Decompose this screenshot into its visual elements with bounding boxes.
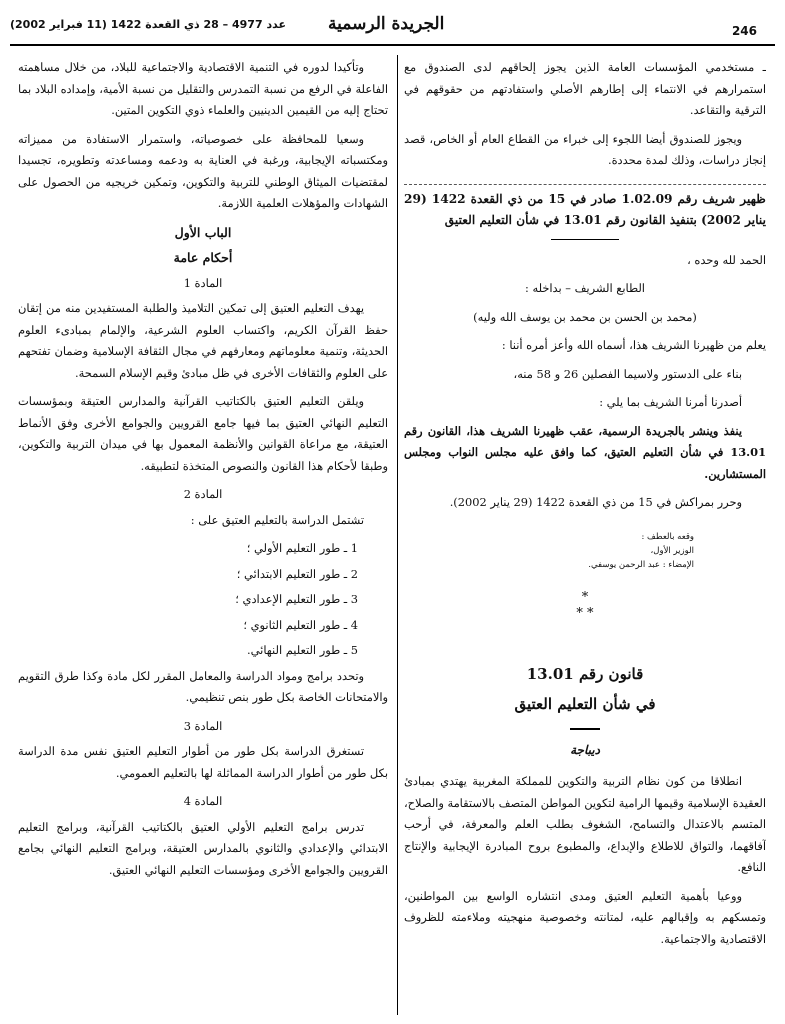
list-item: 5 ـ طور التعليم النهائي.: [247, 643, 358, 657]
law-number: قانون رقم 13.01: [526, 664, 644, 683]
part-title: الباب الأول: [174, 224, 232, 240]
law-title-rule: [570, 728, 600, 730]
list-item: 1 ـ طور التعليم الأولي ؛: [246, 541, 358, 555]
star-top: *: [581, 589, 589, 605]
execute-paragraph: ينفذ وينشر بالجريدة الرسمية، عقب ظهيرنا الشريف هذا، القانون رقم 13.01 في شأن التعليم العتيق، كما وافق عليه مجلس النواب ومجلس المستشارين.: [404, 423, 766, 481]
article-1-paragraph-1: يهدف التعليم العتيق إلى تمكين التلاميذ والطلبة المستفيدين منه من إتقان حفظ القرآن الكريم، واكتساب العلوم الشرعية، والإلمام بمبادىء العلوم الحديثة، وتنمية معلوماتهم ومعارفهم في مجال الثقافة الإسلامية وضمان تفتحهم على العلوم والثقافات الأخرى في ظل مبادئ وقيم الإسلام السمحة.: [18, 301, 388, 380]
praise-line: الحمد لله وحده ،: [687, 252, 766, 267]
law-subject: في شأن التعليم العتيق: [514, 694, 656, 713]
signature-block: [404, 530, 694, 572]
article-4-label: المادة 4: [183, 794, 223, 808]
page-number: 246: [731, 24, 757, 38]
list-item: 2 ـ طور التعليم الابتدائي ؛: [236, 566, 358, 581]
column-divider: [397, 55, 398, 1015]
article-3-paragraph-1: تستغرق الدراسة بكل طور من أطوار التعليم العتيق نفس مدة الدراسة بكل طور من أطوار الدراسة المماثلة لها بالتعليم العمومي.: [18, 744, 388, 780]
prime-minister-label: الوزير الأول،: [650, 545, 694, 556]
preamble-paragraph-4: وسعيا للمحافظة على خصوصياته، واستمرار الاستفادة من مميزاته ومكتسباته الإيجابية، ورغبة في العناية به ودعمه ومساعدته وتطويره، تجسيدا لمقتضيات الميثاق الوطني للتربية والتكوين، وتمكين خريجيه من الحصول على الشهادات والمؤهلات العلمية اللازمة.: [18, 131, 388, 210]
article-1-label: المادة 1: [183, 275, 223, 290]
done-at-line: وحرر بمراكش في 15 من ذي القعدة 1422 (29 يناير 2002).: [449, 495, 742, 509]
part-subtitle: أحكام عامة: [173, 250, 233, 265]
list-item: 4 ـ طور التعليم الثانوي ؛: [243, 617, 358, 632]
header-rule: [10, 44, 775, 46]
announce-line: يعلم من ظهيرنا الشريف هذا، أسماه الله وأعز أمره أننا :: [501, 338, 766, 352]
seal-name: (محمد بن الحسن بن محمد بن يوسف الله وليه): [473, 309, 697, 324]
article-2-label: المادة 2: [183, 487, 223, 501]
preamble-heading: ديباجة: [570, 742, 600, 757]
list-item: 3 ـ طور التعليم الإعدادي ؛: [235, 592, 358, 606]
countersigned-label: وقعه بالعطف :: [641, 531, 694, 542]
dahir-title: ظهير شريف رقم 1.02.09 صادر في 15 من ذي القعدة 1422 (29 يناير 2002) بتنفيذ القانون رقم 13.01 في شأن التعليم العتيق: [404, 191, 766, 227]
signature-name: الإمضاء : عبد الرحمن يوسفي.: [588, 559, 694, 570]
issue-line: عدد 4977 – 28 ذي القعدة 1422 (11 فبراير 2002): [10, 18, 286, 31]
experts-paragraph: ويجوز للصندوق أيضا اللجوء إلى خبراء من القطاع العام أو الخاص، قصد إنجاز دراسات، وذلك لمدة محددة.: [404, 131, 766, 167]
preamble-paragraph-2: ووعيا بأهمية التعليم العتيق ومدى انتشاره الواسع بين المواطنين، وتمسكهم به وإقبالهم عليه، لمتانته وخصوصية منهجيته وملاءمته للظروف الاقتصادية والاجتماعية.: [404, 888, 766, 946]
article-3-label: المادة 3: [183, 718, 223, 733]
article-1-paragraph-2: ويلقن التعليم العتيق بالكتاتيب القرآنية والمدارس العتيقة وبمؤسسات التعليم النهائي العتيق بما فيها جامع القرويين والجوامع الأخرى وفق الأنماط العتيقة، مع مراعاة القوانين والأنظمة المعمول بها في ميدان التربية والتكوين، وطبقا لأحكام هذا القانون والنصوص المتخذة لتطبيقه.: [18, 394, 388, 473]
orders-line: أصدرنا أمرنا الشريف بما يلي :: [599, 395, 742, 409]
page-header: [10, 12, 775, 40]
section-divider: [404, 184, 766, 185]
employees-paragraph: ـ مستخدمي المؤسسات العامة الذين يجوز إلحاقهم لدى الصندوق مع استمرارهم في الانتماء إلى إطارهم الأصلي واستفادتهم من حقوقهم في الترقية والتقاعد.: [404, 60, 766, 117]
seal-line: الطابع الشريف – بداخله :: [525, 281, 645, 295]
basis-line: بناء على الدستور ولاسيما الفصلين 26 و 58 منه،: [513, 366, 742, 381]
preamble-paragraph-3: وتأكيدا لدوره في التنمية الاقتصادية والاجتماعية للبلاد، من خلال مساهمته الفاعلة في الرفع من نسبة التمدرس والتقليل من نسبة الأمية، وإمداده البلاد بما تحتاج إليه من القيمين الدينيين والعلماء ذوي التكوين المتين.: [18, 60, 388, 117]
article-4-paragraph-1: تدرس برامج التعليم الأولي العتيق بالكتاتيب القرآنية، وبرامج التعليم الابتدائي والإعدادي والثانوي بالمدارس العتيقة، وبرامج التعليم النهائي بجامع القرويين والجوامع الأخرى ومؤسسات التعليم النهائي العتيق.: [18, 819, 388, 877]
title-rule: [551, 239, 619, 240]
article-2-intro: تشتمل الدراسة بالتعليم العتيق على :: [190, 512, 364, 527]
left-column: [18, 57, 388, 1019]
preamble-paragraph-1: انطلاقا من كون نظام التربية والتكوين للمملكة المغربية يهتدي بمبادئ العقيدة الإسلامية وقيمها الرامية لتكوين المواطن المتصف بالاستقامة والصلاح، المتسم بالاعتدال والتسامح، الشغوف بطلب العلم والمعرفة، في أرحب آفاقهما، والتواق للاطلاع والإبداع، والمطبوع بروح المبادرة الإيجابية والإنتاج النافع.: [404, 774, 766, 874]
right-column: [404, 57, 766, 1019]
star-bottom: * *: [576, 605, 594, 621]
journal-title: الجريدة الرسمية: [328, 14, 445, 34]
article-2-paragraph-2: وتحدد برامج ومواد الدراسة والمعامل المقرر لكل مادة وكذا طرق التقويم والامتحانات الخاصة بكل طور بنص تنظيمي.: [18, 668, 388, 704]
stars-separator: [404, 590, 766, 622]
